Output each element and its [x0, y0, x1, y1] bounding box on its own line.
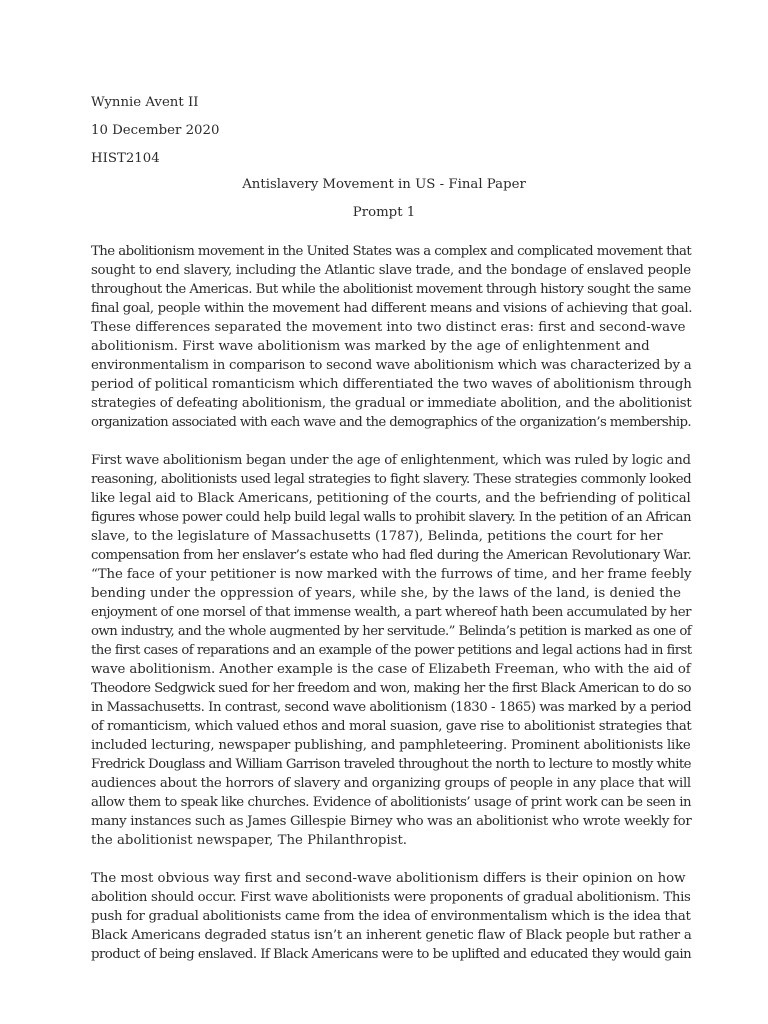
paragraph-line: environmentalism in comparison to second wave abolitionism which was characterized by a — [91, 358, 692, 373]
paragraph-line: The most obvious way first and second-wave abolitionism differs is their opinion on how — [91, 871, 686, 886]
paragraph-line: final goal, people within the movement had different means and visions of achieving that goal. — [91, 301, 693, 316]
paragraph-line: reasoning, abolitionists used legal strategies to fight slavery. These strategies commonly looked — [91, 472, 692, 487]
paragraph-line: “The face of your petitioner is now marked with the furrows of time, and her frame feebly — [91, 567, 692, 582]
paragraph-line: included lecturing, newspaper publishing, and pamphleteering. Prominent abolitionists like — [91, 738, 691, 753]
paragraph-line: sought to end slavery, including the Atlantic slave trade, and the bondage of enslaved people — [91, 263, 691, 278]
essay-body — [91, 242, 691, 983]
paragraph-line: The abolitionism movement in the United States was a complex and complicated movement that — [91, 244, 692, 259]
paragraph-line: audiences about the horrors of slavery and organizing groups of people in any place that will — [91, 776, 691, 791]
paragraph-line: of romanticism, which valued ethos and moral suasion, gave rise to abolitionist strategies that — [91, 719, 692, 734]
paper-date: 10 December 2020 — [91, 123, 220, 138]
paragraph-line: Black Americans degraded status isn’t an inherent genetic flaw of Black people but rather a — [91, 928, 692, 943]
paragraph-line: in Massachusetts. In contrast, second wave abolitionism (1830 - 1865) was marked by a period — [91, 700, 692, 715]
paragraph-line: figures whose power could help build legal walls to prohibit slavery. In the petition of an African — [91, 510, 692, 525]
essay-paragraph — [91, 451, 691, 850]
essay-paragraph — [91, 869, 691, 964]
paragraph-line: enjoyment of one morsel of that immense wealth, a part whereof hath been accumulated by her — [91, 605, 691, 620]
paragraph-line: period of political romanticism which differentiated the two waves of abolitionism through — [91, 377, 692, 392]
paragraph-line: Fredrick Douglass and William Garrison traveled throughout the north to lecture to mostly white — [91, 757, 691, 772]
paragraph-line: the first cases of reparations and an example of the power petitions and legal actions had in first — [91, 643, 692, 658]
author-name: Wynnie Avent II — [91, 95, 199, 110]
paper-title: Antislavery Movement in US - Final Paper — [242, 177, 526, 192]
course-code: HIST2104 — [91, 151, 160, 166]
paragraph-line: like legal aid to Black Americans, petitioning of the courts, and the befriending of political — [91, 491, 691, 506]
paragraph-line: many instances such as James Gillespie Birney who was an abolitionist who wrote weekly for — [91, 814, 692, 829]
paragraph-line: own industry, and the whole augmented by her servitude.” Belinda’s petition is marked as one of — [91, 624, 692, 639]
paragraph-line: allow them to speak like churches. Evidence of abolitionists’ usage of print work can be seen in — [91, 795, 692, 810]
paragraph-line: the abolitionist newspaper, The Philanthropist. — [91, 833, 408, 848]
paragraph-line: push for gradual abolitionists came from the idea of environmentalism which is the idea that — [91, 909, 691, 924]
paragraph-line: First wave abolitionism began under the age of enlightenment, which was ruled by logic and — [91, 453, 691, 468]
paragraph-line: throughout the Americas. But while the abolitionist movement through history sought the same — [91, 282, 691, 297]
paragraph-line: Theodore Sedgwick sued for her freedom and won, making her the first Black American to do so — [91, 681, 691, 696]
paragraph-line: abolition should occur. First wave abolitionists were proponents of gradual abolitionism. This — [91, 890, 691, 905]
paragraph-line: organization associated with each wave and the demographics of the organization’s membership. — [91, 415, 692, 430]
paragraph-line: slave, to the legislature of Massachusetts (1787), Belinda, petitions the court for her — [91, 529, 663, 544]
paragraph-line: bending under the oppression of years, while she, by the laws of the land, is denied the — [91, 586, 682, 601]
paragraph-line: wave abolitionism. Another example is the case of Elizabeth Freeman, who with the aid of — [91, 662, 691, 677]
paragraph-line: product of being enslaved. If Black Americans were to be uplifted and educated they would gain — [91, 947, 692, 962]
paper-subtitle: Prompt 1 — [352, 205, 416, 220]
paragraph-line: strategies of defeating abolitionism, the gradual or immediate abolition, and the abolitionist — [91, 396, 692, 411]
essay-paragraph — [91, 242, 691, 432]
paragraph-line: These differences separated the movement into two distinct eras: first and second-wave — [91, 320, 686, 335]
paragraph-line: abolitionism. First wave abolitionism was marked by the age of enlightenment and — [91, 339, 650, 354]
paragraph-line: compensation from her enslaver’s estate who had fled during the American Revolutionary War. — [91, 548, 692, 563]
